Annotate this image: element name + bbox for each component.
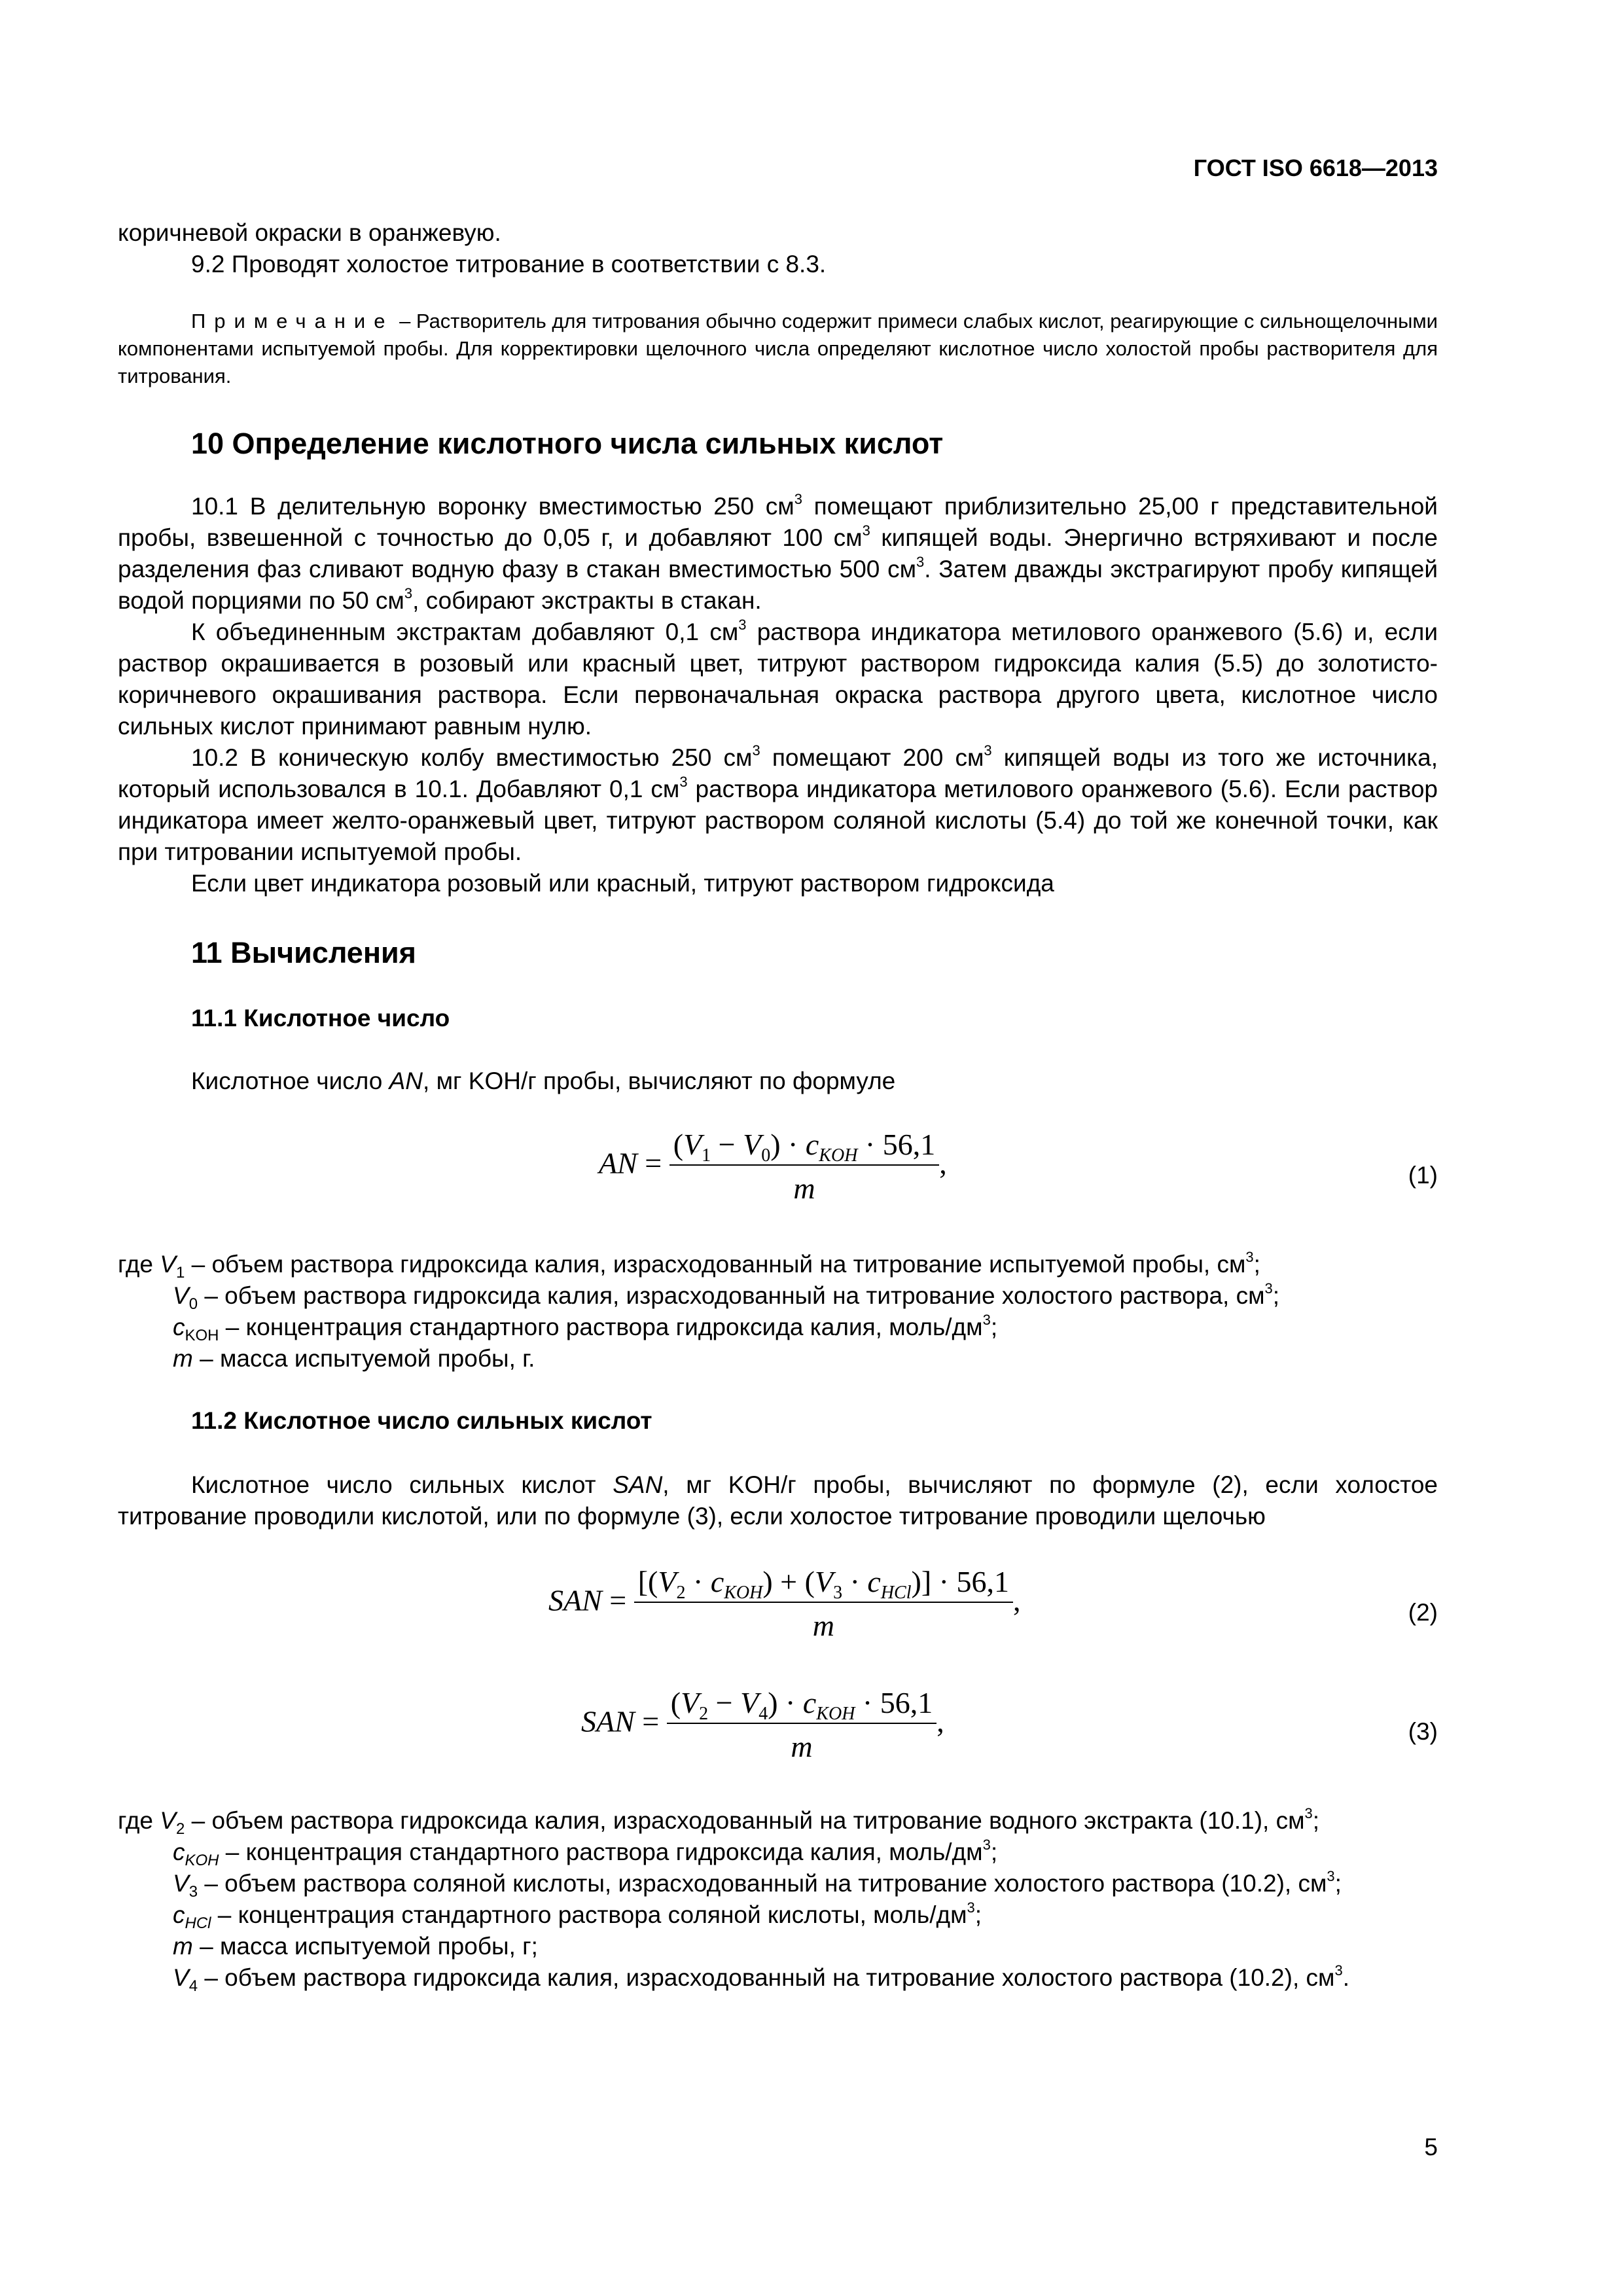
formula-2-fraction: $\frac{[(V_2 \cdot c_{KOH}) + (V_3 \cdot c_{HCl})] \cdot 56,1}{m}$ (634, 1564, 1013, 1643)
formula-3: SAN = $\frac{(V_2 - V_4) \cdot c_{KOH} \cdot 56,1}{m}$ , (581, 1686, 944, 1763)
formula-1-fraction: $\frac{(V_1 - V_0) \cdot c_{KOH} \cdot 56,1}{m}$ (669, 1127, 940, 1206)
formula-1: AN = $\frac{(V_1 - V_0) \cdot c_{KOH} \cdot 56,1}{m}$ , (599, 1128, 947, 1205)
equation-number-2: (2) (1408, 1599, 1438, 1626)
note-label: Примечание (191, 310, 394, 332)
paragraph-10-2: 10.2 В коническую колбу вместимостью 250 $см^3$ помещают 200 $см^3$ кипящей воды из того же источника, который использовался в 10.1. Добавляют 0,1 $см^3$ раствора индикатора метилового оранжевого (5.6). Если раствор индикатора имеет желто-оранжевый цвет, титруют раствором соляной кислоты (5.4) до той же конечной точки, как при титровании испытуемой пробы. (118, 742, 1438, 865)
where-2-item-5: m – масса испытуемой пробы, г; (173, 1933, 538, 1960)
formula-2: SAN = $\frac{[(V_2 \cdot c_{KOH}) + (V_3 \cdot c_{HCl})] \cdot 56,1}{m}$ , (548, 1565, 1021, 1642)
note-text: – Растворитель для титрования обычно содержит примеси слабых кислот, реагирующие с сильнощелочными компонентами испытуемой пробы. Для корректировки щелочного числа определяют кислотное число холостой пробы растворителя для титрования. (118, 310, 1438, 387)
where-list-1 (118, 1249, 1438, 1374)
equation-number-1: (1) (1408, 1162, 1438, 1189)
subsection-11-1-intro: Кислотное число AN, мг KOH/г пробы, вычисляют по формуле (191, 1067, 896, 1094)
where-1-item-3: $c_{KOH}$ – концентрация стандартного раствора гидроксида калия, моль/$дм^3$; (173, 1312, 998, 1344)
equation-number-3: (3) (1408, 1718, 1438, 1745)
intro-line-2: 9.2 Проводят холостое титрование в соответствии с 8.3. (191, 251, 827, 278)
paragraph-10-2-cont: Если цвет индикатора розовый или красный, титруют раствором гидроксида (191, 870, 1054, 897)
where-1-item-4: m – масса испытуемой пробы, г. (173, 1345, 535, 1372)
document-standard-number: ГОСТ ISO 6618—2013 (1193, 154, 1438, 181)
formula-3-fraction: $\frac{(V_2 - V_4) \cdot c_{KOH} \cdot 56,1}{m}$ (667, 1685, 937, 1764)
paragraph-10-1-cont: К объединенным экстрактам добавляют 0,1 $см^3$ раствора индикатора метилового оранжевого (5.6) и, если раствор окрашивается в розовый или красный цвет, титруют раствором гидроксида калия (5.5) до золотисто-коричневого окрашивания раствора. Если первоначальная окраска раствора другого цвета, кислотное число сильных кислот принимают равным нулю. (118, 617, 1438, 740)
where-1-item-1: где $V_1$ – объем раствора гидроксида калия, израсходованный на титрование испытуемой пробы, $см^3$; (118, 1249, 1260, 1282)
where-2-item-3: $V_3$ – объем раствора соляной кислоты, израсходованный на титрование холостого раствора (10.2), $см^3$; (173, 1868, 1342, 1901)
where-2-item-2: $c_{KOH}$ – концентрация стандартного раствора гидроксида калия, моль/$дм^3$; (173, 1837, 998, 1869)
paragraph-10-1: 10.1 В делительную воронку вместимостью 250 $см^3$ помещают приблизительно 25,00 г представительной пробы, взвешенной с точностью до 0,05 г, и добавляют 100 $см^3$ кипящей воды. Энергично встряхивают и после разделения фаз сливают водную фазу в стакан вместимостью 500 $см^3$. Затем дважды экстрагируют пробу кипящей водой порциями по 50 $см^3$, собирают экстракты в стакан. (118, 491, 1438, 614)
where-1-item-2: $V_0$ – объем раствора гидроксида калия, израсходованный на титрование холостого раствора, $см^3$; (173, 1280, 1280, 1313)
section-10-body (118, 491, 1438, 899)
where-list-2 (118, 1805, 1438, 1994)
subsection-11-2-intro: Кислотное число сильных кислот SAN, мг KOH/г пробы, вычисляют по формуле (2), если холостое титрование проводили кислотой, или по формуле (3), если холостое титрование проводили щелочью (118, 1471, 1438, 1530)
section-11-title: 11 Вычисления (191, 936, 416, 969)
subsection-11-1-title: 11.1 Кислотное число (191, 1005, 450, 1031)
note-block (118, 308, 1438, 390)
section-10-title: 10 Определение кислотного числа сильных кислот (191, 427, 944, 460)
intro-block (118, 217, 1438, 280)
where-2-item-1: где $V_2$ – объем раствора гидроксида калия, израсходованный на титрование водного экстракта (10.1), $см^3$; (118, 1805, 1320, 1838)
intro-line-1: коричневой окраски в оранжевую. (118, 219, 501, 246)
where-2-item-4: $c_{HCl}$ – концентрация стандартного раствора соляной кислоты, моль/$дм^3$; (173, 1899, 982, 1932)
where-2-item-6: $V_4$ – объем раствора гидроксида калия, израсходованный на титрование холостого раствора (10.2), $см^3$. (173, 1962, 1349, 1995)
page-number: 5 (1424, 2134, 1438, 2161)
subsection-11-2-title: 11.2 Кислотное число сильных кислот (191, 1407, 652, 1434)
